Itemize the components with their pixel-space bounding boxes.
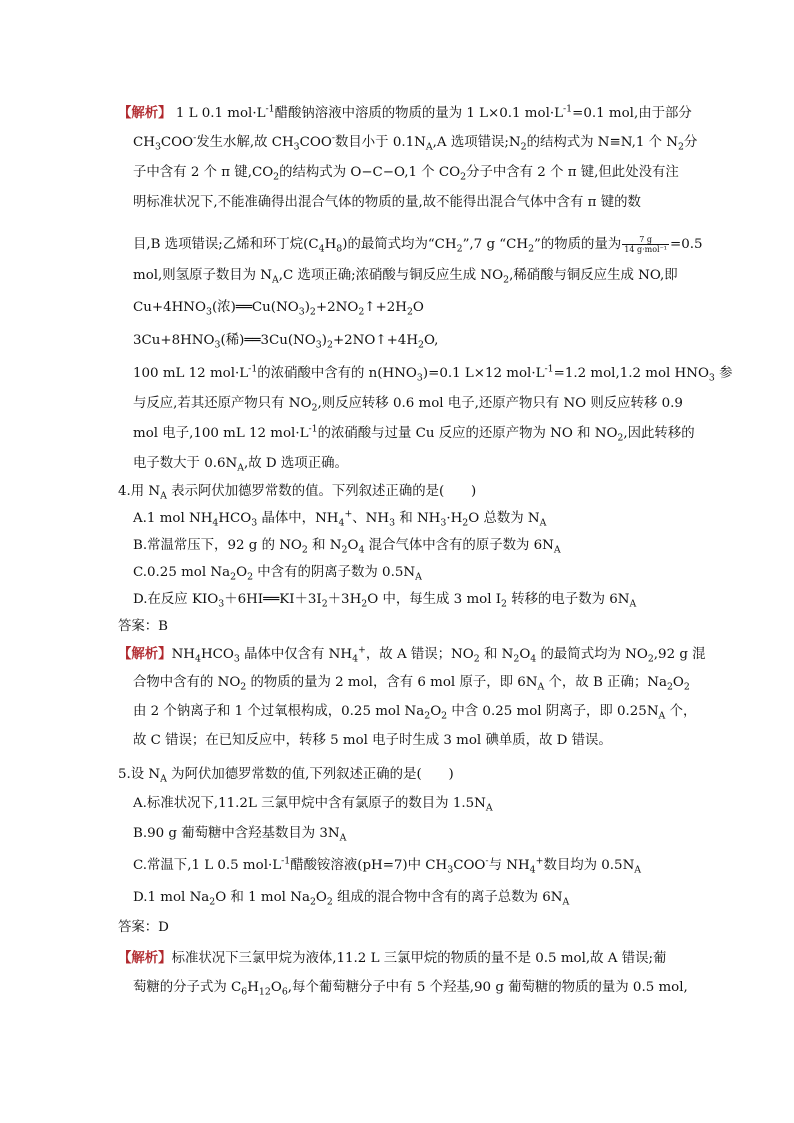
answer: 答案：D [118, 920, 169, 935]
option-d: D.在反应 $KIO_3+6HI══KI+3I_2+3H_2O$ 中，每生成 3 mol $I_2$ 转移的电子数为 $6N_A$ [133, 592, 637, 610]
explanation-line: 【解析】$NH_4HCO_3$ 晶体中仅含有 $NH_4^+$，故 A 错误；$NO_2$ 和 $N_2O_4$ 的最简式均为 $NO_2,92$ g 混 [118, 644, 706, 665]
explanation-line: $CH_3COO^-$发生水解,故 $CH_3COO^-$数目小于 $0.1N_A,A$ 选项错误$;N_2$的结构式为 N≡N,1 个 $N_2$分 [133, 132, 698, 153]
explanation-line: 子中含有 2 个 π 键$,CO_2$的结构式为 O−C−O,1 个 $CO_2$分子中含有 2 个 π 键,但此处没有注 [133, 165, 679, 183]
option-a: A.标准状况下,11.2L 三氯甲烷中含有氯原子的数目为 $1.5N_A$ [133, 796, 493, 814]
explanation-line: mol,则氢原子数目为 $N_A,C$ 选项正确;浓硝酸与铜反应生成 $NO_2$,稀硝酸与铜反应生成 NO,即 [133, 268, 678, 286]
explanation-line: 与反应,若其还原产物只有 $NO_2$,则反应转移 0.6 mol 电子,还原产物只有 NO 则反应转移 0.9 [133, 396, 683, 414]
explanation-line: 合物中含有的 $NO_2$ 的物质的量为 2 mol，含有 6 mol 原子，即 $6N_A$ 个，故 B 正确；$Na_2O_2$ [133, 675, 690, 693]
option-d: D.1 mol $Na_2O$ 和 1 mol $Na_2O_2$ 组成的混合物中含有的离子总数为 $6N_A$ [133, 890, 570, 908]
question-stem: 5.设 $N_A$ 为阿伏加德罗常数的值,下列叙述正确的是( ) [118, 767, 454, 785]
explanation-tag: 【解析】 [118, 646, 172, 662]
explanation-line: mol 电子,100 mL 12 $mol\cdot L^{-1}$的浓硝酸与过量 Cu 反应的还原产物为 NO 和 $NO_2$,因此转移的 [133, 423, 695, 444]
option-a: A.1 mol $NH_4HCO_3$ 晶体中，$NH_4^+$、$NH_3$ 和 $NH_3\cdot H_2O$ 总数为 $N_A$ [133, 508, 547, 529]
explanation-line: 萄糖的分子式为 $C_6H_{12}O_6$,每个葡萄糖分子中有 5 个羟基,90 g 葡萄糖的物质的量为 0.5 mol, [133, 980, 688, 998]
explanation-line: 由 2 个钠离子和 1 个过氧根构成，0.25 mol $Na_2O_2$ 中含 0.25 mol 阴离子，即 $0.25N_A$ 个， [133, 704, 697, 722]
explanation-tag: 【解析】 [118, 950, 172, 966]
option-c: C.常温下,1 L 0.5 $mol\cdot L^{-1}$醋酸铵溶液(pH=7)中 $CH_3COO^-$与 $NH_4^+$数目均为 $0.5N_A$ [133, 855, 642, 876]
explanation-tag: 【解析】 [118, 105, 172, 121]
explanation-line: 【解析】 1 L 0.1 $mol\cdot L^{-1}$醋酸钠溶液中溶质的物质的量为 1 L×0.1 $mol\cdot L^{-1}=0.1$ mol,由于部分 [118, 103, 692, 121]
answer: 答案：B [118, 619, 169, 634]
equation-line: $3Cu+8HNO_3$(稀)$══3Cu(NO_3)_2+2NO↑+4H_2O$, [133, 333, 439, 351]
explanation-line: 100 mL 12 $mol\cdot L^{-1}$的浓硝酸中含有的 $n(HNO_3)=0.1$ L×12 $mol\cdot L^{-1}=1.2$ mol,1.2 mol $HNO_3$ 参 [133, 363, 733, 384]
option-c: C.0.25 mol $Na_2O_2$ 中含有的阴离子数为 $0.5N_A$ [133, 565, 422, 583]
fraction: $\frac{7 g}{\text{14 g·mol⁻¹}}$ [624, 235, 668, 254]
question-stem: 4.用 $N_A$ 表示阿伏加德罗常数的值。下列叙述正确的是( ) [118, 484, 477, 502]
explanation-line: 【解析】标准状况下三氯甲烷为液体,11.2 L 三氯甲烷的物质的量不是 0.5 mol,故 A 错误;葡 [118, 950, 667, 966]
explanation-line: 明标准状况下,不能准确得出混合气体的物质的量,故不能得出混合气体中含有 π 键的数 [133, 195, 641, 210]
explanation-line: 故 C 错误；在已知反应中，转移 5 mol 电子时生成 3 mol 碘单质，故 D 错误。 [133, 733, 612, 748]
explanation-line: 电子数大于 $0.6N_A$,故 D 选项正确。 [133, 456, 348, 474]
option-b: B.90 g 葡萄糖中含羟基数目为 $3N_A$ [133, 826, 347, 844]
option-b: B.常温常压下，92 g 的 $NO_2$ 和 $N_2O_4$ 混合气体中含有的原子数为 $6N_A$ [133, 538, 561, 556]
explanation-line: 目,B 选项错误;乙烯和环丁烷$(C_4H_8)$的最简式均为“$CH_2”,7$ g “$CH_2$”的物质的量为 $\frac{7 g}{\text{14 g·mol⁻¹}}$ =0.5 [133, 235, 703, 255]
equation-line: $Cu+4HNO_3$(浓)$══Cu(NO_3)_2+2NO_2↑+2H_2O$ [133, 300, 424, 318]
